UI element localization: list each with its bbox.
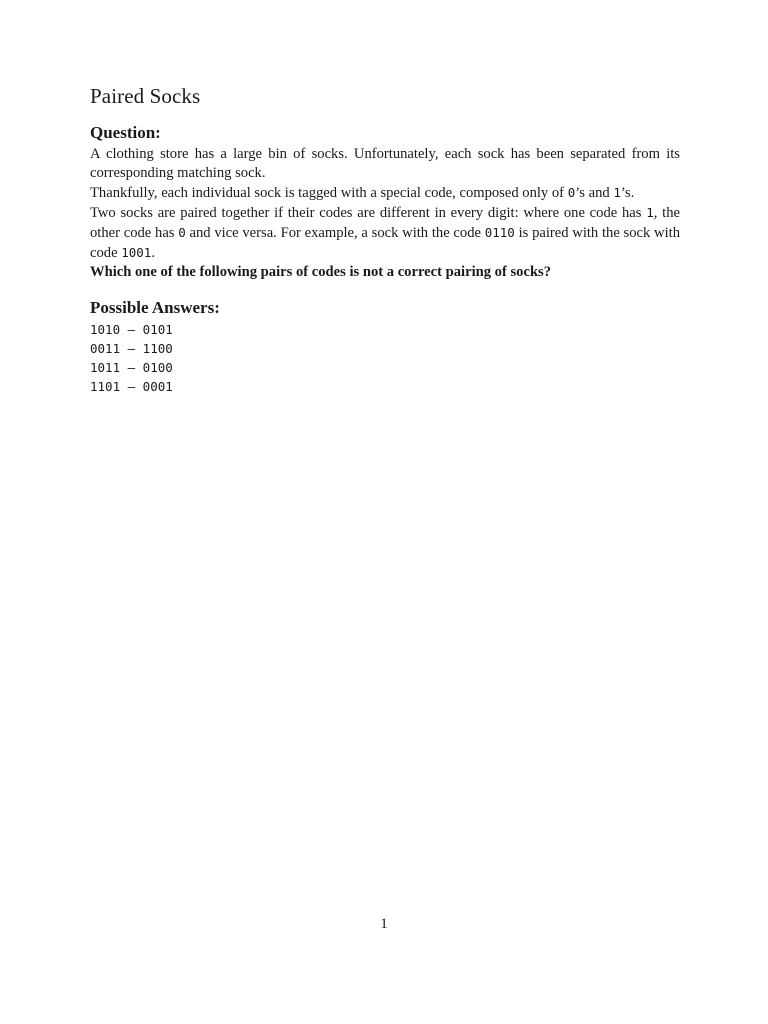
paragraph-3-text-e: .: [151, 245, 155, 261]
code-one: 1: [613, 185, 621, 200]
answer-option: 0011 – 1100: [90, 341, 173, 356]
paragraph-2-text-b: ’s and: [575, 185, 614, 201]
code-zero: 0: [178, 225, 186, 240]
paragraph-2-text-c: ’s.: [620, 185, 635, 201]
page-number: 1: [380, 916, 388, 932]
code-zero: 0: [567, 185, 576, 200]
question-paragraph-3: [90, 203, 680, 263]
question-heading: Question:: [90, 123, 161, 142]
example-code-a: 0110: [484, 225, 515, 240]
example-code-b: 1001: [121, 245, 152, 260]
paragraph-2-text-a: Thankfully, each individual sock is tagged with a special code, composed only of: [90, 185, 568, 201]
answer-option: 1010 – 0101: [90, 322, 173, 337]
paragraph-3-text-d: is paired with the sock with code: [90, 225, 681, 261]
question-paragraph-1: A clothing store has a large bin of socks. Unfortunately, each sock has been separated from its corresponding matching sock.: [90, 146, 680, 181]
paragraph-3-text-a: Two socks are paired together if their codes are different in every digit: where one code has: [90, 205, 647, 221]
answer-option: 1101 – 0001: [90, 379, 173, 394]
bold-question: Which one of the following pairs of codes is not a correct pairing of socks?: [90, 264, 552, 280]
question-paragraph-2: [90, 183, 680, 203]
page-title: Paired Socks: [90, 84, 201, 108]
code-one: 1: [646, 205, 654, 220]
answers-heading: Possible Answers:: [90, 298, 220, 317]
document-page: [90, 84, 680, 396]
answer-option: 1011 – 0100: [90, 360, 173, 375]
answers-list: [90, 320, 680, 396]
paragraph-3-text-c: and vice versa. For example, a sock with the code: [185, 225, 485, 241]
paragraph-3-text-b: , the other code has: [90, 205, 680, 241]
